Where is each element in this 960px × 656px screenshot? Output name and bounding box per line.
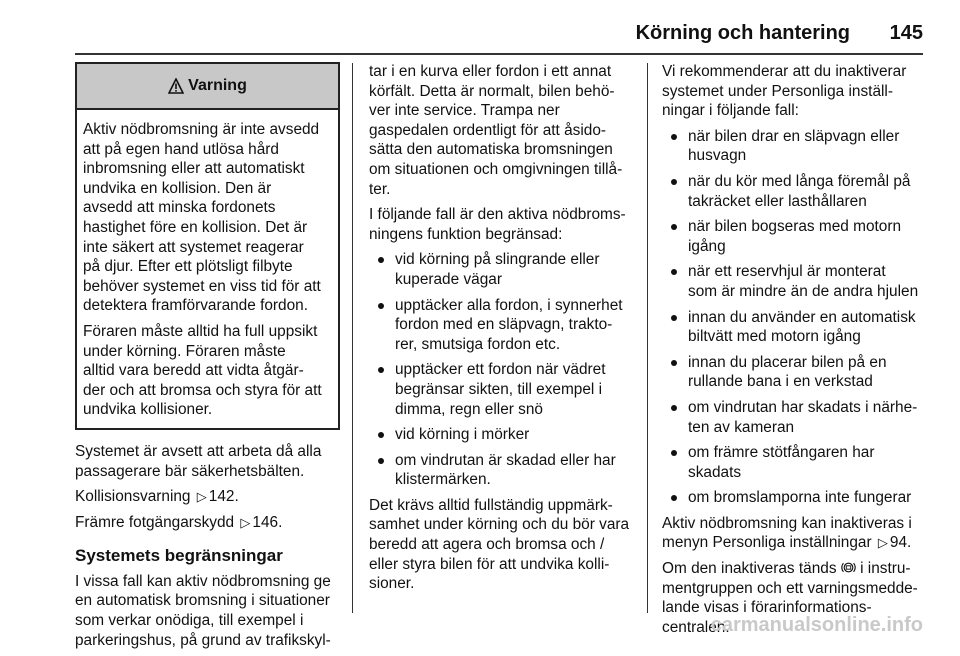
- page-reference-arrow-icon: ▷: [240, 514, 251, 530]
- bullet-icon: [671, 495, 677, 501]
- text-line: centralen.: [662, 618, 730, 636]
- bullet-icon: [378, 458, 384, 464]
- warning-triangle-icon: [168, 78, 184, 94]
- text-line: när bilen bogseras med motorn: [688, 218, 902, 236]
- text-line: mentgruppen och ett varningsmedde-: [662, 579, 918, 597]
- text-line: samhet under körning och du bör vara: [369, 516, 630, 534]
- warning-paragraph: [83, 322, 332, 420]
- text-line: när bilen drar en släpvagn eller: [688, 127, 900, 145]
- text-line: igång: [688, 237, 726, 255]
- text-line: när du kör med långa föremål på: [688, 172, 911, 190]
- text-line: under körning. Föraren måste: [83, 342, 286, 360]
- text-line: der och att bromsa och styra för att: [83, 381, 322, 399]
- bullet-icon: [378, 432, 384, 438]
- text-line: dimma, regn eller snö: [395, 400, 543, 418]
- text-line: beredd att agera och bromsa och /: [369, 536, 605, 554]
- text-line: om vindrutan är skadad eller har: [395, 451, 616, 469]
- column-divider: [647, 63, 648, 613]
- text-line: när ett reservhjul är monterat: [688, 263, 886, 281]
- warning-box: [75, 62, 340, 430]
- text-line: I vissa fall kan aktiv nödbromsning ge: [75, 572, 331, 590]
- page-reference-arrow-icon: ▷: [877, 535, 888, 551]
- text-line: Föraren måste alltid ha full uppsikt: [83, 322, 318, 340]
- bullet-icon: [671, 269, 677, 275]
- bullet-icon: [671, 179, 677, 185]
- page-number: 145: [889, 22, 923, 44]
- text-line: [662, 559, 927, 579]
- list-item: [369, 451, 634, 490]
- header-rule: [75, 53, 923, 55]
- text-line: tar i en kurva eller fordon i ett annat: [369, 63, 612, 80]
- body-paragraph: [75, 442, 340, 481]
- text-line: en automatisk bromsning i situationer: [75, 592, 330, 610]
- text-line: vid körning på slingrande eller: [395, 251, 600, 269]
- text-line: om främre stötfångaren har: [688, 444, 875, 462]
- page-reference-arrow-icon: ▷: [196, 489, 207, 505]
- text-line: skadats: [688, 463, 742, 481]
- text-line: undvika kollisioner.: [83, 401, 213, 419]
- body-paragraph: [369, 62, 634, 199]
- reference-page: 146.: [252, 513, 283, 531]
- text-line: ningar i följande fall:: [662, 102, 799, 120]
- body-paragraph: [662, 62, 927, 121]
- text-line: på djur. Efter ett plötsligt filbyte: [83, 258, 293, 276]
- page-header: [0, 0, 960, 55]
- list-item: [662, 353, 927, 392]
- list-item: [662, 488, 927, 508]
- text-line: gaspedalen ordentligt för att åsido-: [369, 121, 606, 139]
- text-line: Systemet är avsett att arbeta då alla: [75, 442, 322, 460]
- warning-heading-text: Varning: [188, 77, 247, 95]
- text-line: biltvätt med motorn igång: [688, 328, 861, 346]
- cross-reference: [75, 513, 340, 533]
- text-line: lande visas i förarinformations-: [662, 599, 872, 617]
- brake-warning-icon: [841, 560, 856, 575]
- text-line: upptäcker alla fordon, i synnerhet: [395, 296, 623, 314]
- reference-text: Främre fotgängarskydd: [75, 513, 235, 531]
- watermark: carmanualsonline.info: [710, 614, 923, 636]
- bullet-icon: [378, 303, 384, 309]
- text-line: husvagn: [688, 147, 747, 165]
- reference-text: Kollisionsvarning: [75, 488, 191, 506]
- text-line: I följande fall är den aktiva nödbroms-: [369, 206, 626, 224]
- warning-heading: [77, 64, 338, 110]
- bullet-icon: [671, 450, 677, 456]
- text-fragment: i instru-: [860, 560, 911, 578]
- text-line: innan du placerar bilen på en: [688, 353, 887, 371]
- text-line: Aktiv nödbromsning är inte avsedd: [83, 121, 320, 138]
- column-1: [75, 62, 340, 656]
- text-line: undvika en kollision. Den är: [83, 179, 272, 197]
- list-item: [662, 172, 927, 211]
- list-item: [662, 262, 927, 301]
- text-line: om vindrutan har skadats i närhe-: [688, 398, 918, 416]
- list-item: [662, 127, 927, 166]
- text-line: fordon med en släpvagn, trakto-: [395, 316, 613, 334]
- reference-page: 142.: [208, 488, 239, 506]
- bullet-icon: [671, 134, 677, 140]
- list-item: [369, 296, 634, 355]
- column-divider: [352, 63, 353, 613]
- warning-body: [77, 110, 338, 428]
- text-line: inte säkert att systemet reagerar: [83, 238, 304, 256]
- list-item: [369, 250, 634, 289]
- text-line: ver inte service. Trampa ner: [369, 102, 560, 120]
- text-line: sioner.: [369, 575, 415, 593]
- text-line: Det krävs alltid fullständig uppmärk-: [369, 496, 613, 514]
- text-line: rer, smutsiga fordon etc.: [395, 335, 561, 353]
- text-line: Aktiv nödbromsning kan inaktiveras i: [662, 514, 912, 532]
- text-line: passagerare bär säkerhetsbälten.: [75, 462, 305, 480]
- body-paragraph: [75, 572, 340, 650]
- text-line: begränsar sikten, till exempel i: [395, 380, 603, 398]
- text-line: kuperade vägar: [395, 270, 502, 288]
- text-line: innan du använder en automatisk: [688, 308, 916, 326]
- text-line: Vi rekommenderar att du inaktiverar: [662, 63, 907, 80]
- text-line: takräcket eller lasthållaren: [688, 192, 867, 210]
- column-3: [662, 62, 927, 643]
- text-fragment: Om den inaktiveras tänds: [662, 560, 837, 578]
- text-line: inbromsning eller att automatiskt: [83, 160, 305, 178]
- body-paragraph: [662, 514, 927, 553]
- cross-reference: [75, 487, 340, 507]
- text-line: detektera framförvarande fordon.: [83, 297, 308, 315]
- list-item: [662, 398, 927, 437]
- list-item: [662, 308, 927, 347]
- reference-text: menyn Personliga inställningar: [662, 534, 872, 552]
- bullet-list: [662, 127, 927, 508]
- bullet-icon: [378, 367, 384, 373]
- text-line: som verkar onödiga, till exempel i: [75, 612, 304, 630]
- text-line: att på egen hand utlösa hård: [83, 140, 279, 158]
- text-line: hastighet före en kollision. Det är: [83, 218, 308, 236]
- text-line: om situationen och omgivningen tillå-: [369, 160, 623, 178]
- bullet-icon: [671, 224, 677, 230]
- warning-paragraph: [83, 120, 332, 316]
- text-line: avsedd att minska fordonets: [83, 199, 276, 217]
- bullet-icon: [671, 405, 677, 411]
- bullet-list: [369, 250, 634, 490]
- body-paragraph: [369, 496, 634, 594]
- text-line: om bromslamporna inte fungerar: [688, 489, 912, 507]
- text-line: körfält. Detta är normalt, bilen behö-: [369, 82, 615, 100]
- body-paragraph: [369, 205, 634, 244]
- bullet-icon: [671, 315, 677, 321]
- text-line: som är mindre än de andra hjulen: [688, 282, 919, 300]
- text-line: vid körning i mörker: [395, 426, 530, 444]
- text-line: alltid vara beredd att vidta åtgär-: [83, 362, 304, 380]
- bullet-icon: [378, 257, 384, 263]
- text-line: rullande bana i en verkstad: [688, 373, 873, 391]
- section-heading: Systemets begränsningar: [75, 546, 283, 566]
- list-item: [662, 217, 927, 256]
- list-item: [662, 443, 927, 482]
- text-line: ten av kameran: [688, 418, 795, 436]
- text-line: behöver systemet en viss tid för att: [83, 277, 321, 295]
- text-line: klistermärken.: [395, 471, 491, 489]
- list-item: [369, 425, 634, 445]
- reference-page: 94.: [889, 534, 912, 552]
- text-line: ter.: [369, 180, 391, 198]
- text-line: eller styra bilen för att undvika kolli-: [369, 555, 610, 573]
- bullet-icon: [671, 360, 677, 366]
- text-line: ningens funktion begränsad:: [369, 225, 563, 243]
- text-line: systemet under Personliga inställ-: [662, 82, 893, 100]
- text-line: parkeringshus, på grund av trafikskyl-: [75, 631, 331, 649]
- text-line: upptäcker ett fordon när vädret: [395, 361, 606, 379]
- list-item: [369, 360, 634, 419]
- page-title: Körning och hantering: [635, 22, 850, 44]
- column-2: [369, 62, 634, 600]
- text-line: sätta den automatiska bromsningen: [369, 141, 613, 159]
- text-line: [662, 533, 927, 553]
